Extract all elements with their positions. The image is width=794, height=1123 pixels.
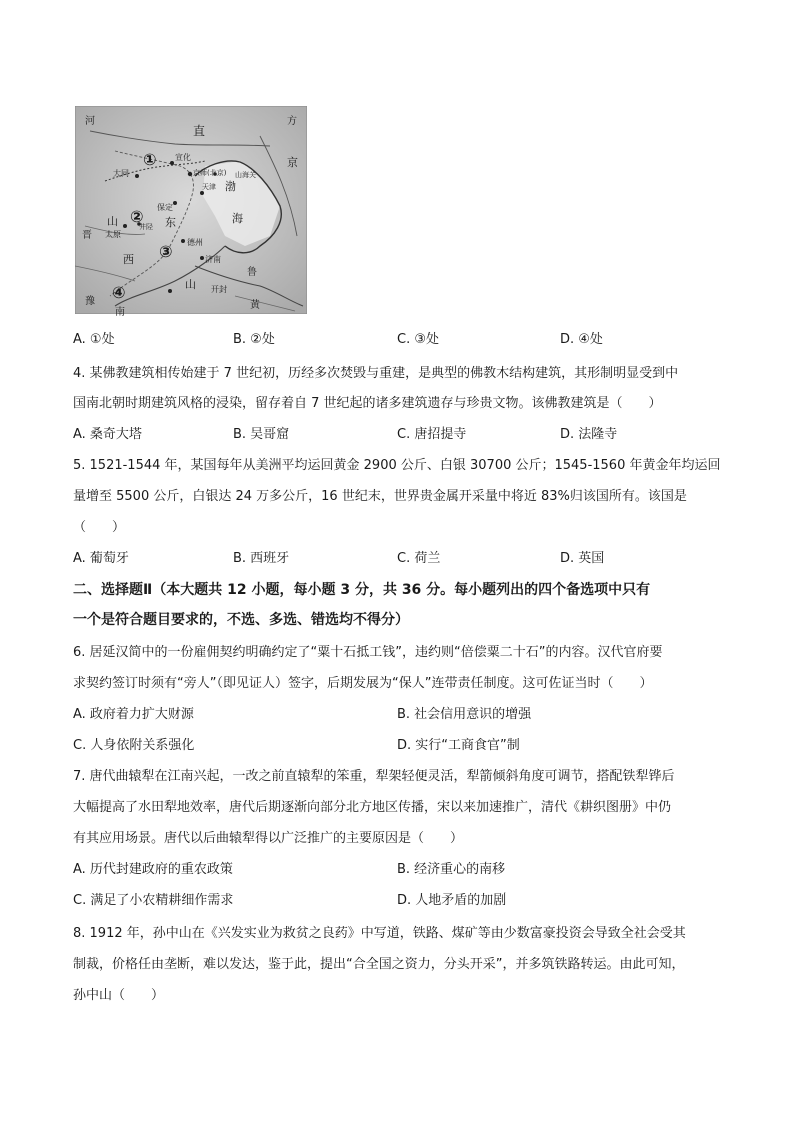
- section-2-heading-line-2: 一个是符合题目要求的，不选、多选、错选均不得分）: [73, 612, 409, 628]
- map-marker-3: ③: [159, 242, 173, 261]
- q8-stem-line-1: 8. 1912 年，孙中山在《兴发实业为救贫之良药》中写道，铁路、煤矿等由少数富豪投资会导致全社会受其: [73, 926, 686, 941]
- q4-stem-line-1: 4. 某佛教建筑相传始建于 7 世纪初，历经多次焚毁与重建，是典型的佛教木结构建筑，其形制明显受到中: [73, 366, 679, 381]
- historical-map-figure: [75, 106, 307, 318]
- q4-option-a[interactable]: A. 桑奇大塔: [73, 427, 142, 442]
- map-label-huanghe: 黄: [250, 300, 260, 311]
- map-marker-4: ④: [112, 283, 126, 302]
- q3-option-c[interactable]: C. ③处: [397, 332, 439, 347]
- map-label-jinan: 济南: [205, 255, 221, 264]
- q5-stem-line-2: 量增至 5500 公斤，白银达 24 万多公斤，16 世纪末，世界贵金属开采量中将近 83%归该国所有。该国是: [73, 489, 687, 504]
- q6-option-d[interactable]: D. 实行“工商食官”制: [397, 738, 520, 753]
- q7-stem-line-3: 有其应用场景。唐代以后曲辕犁得以广泛推广的主要原因是（ ）: [73, 831, 464, 846]
- section-2-heading-line-1: 二、选择题Ⅱ（本大题共 12 小题，每小题 3 分，共 36 分。每小题列出的四个备选项中只有: [73, 582, 651, 598]
- map-label-xi: 西: [123, 253, 134, 266]
- q3-option-b[interactable]: B. ②处: [233, 332, 275, 347]
- map-label-yu: 豫: [85, 296, 95, 307]
- q7-stem-line-1: 7. 唐代曲辕犁在江南兴起，一改之前直辕犁的笨重，犁架轻便灵活，犁箭倾斜角度可调节，搭配铁犁铧后: [73, 769, 675, 784]
- map-label-shan: 山: [107, 215, 118, 228]
- map-label-datong: 大同: [113, 169, 129, 178]
- q7-option-b[interactable]: B. 经济重心的南移: [397, 862, 506, 877]
- q6-option-a[interactable]: A. 政府着力扩大财源: [73, 707, 194, 722]
- map-label-he: 河: [85, 116, 95, 127]
- q7-stem-line-2: 大幅提高了水田犁地效率，唐代后期逐渐向部分北方地区传播，宋以来加速推广，清代《耕织图册》中仍: [73, 800, 672, 815]
- q3-option-a[interactable]: A. ①处: [73, 332, 115, 347]
- map-label-kaifeng: 开封: [211, 285, 227, 294]
- map-label-xuanhua: 宣化: [175, 153, 191, 162]
- map-label-jing: 京: [287, 156, 298, 169]
- q5-option-a[interactable]: A. 葡萄牙: [73, 551, 129, 566]
- map-label-jingxing: 井陉: [139, 223, 153, 231]
- q4-option-c[interactable]: C. 唐招提寺: [397, 427, 467, 442]
- q4-option-d[interactable]: D. 法隆寺: [560, 427, 618, 442]
- q7-option-c[interactable]: C. 满足了小农精耕细作需求: [73, 893, 234, 908]
- map-label-bo: 渤: [225, 180, 236, 193]
- q6-option-b[interactable]: B. 社会信用意识的增强: [397, 707, 532, 722]
- map-label-jin: 晋: [82, 230, 92, 241]
- q7-option-d[interactable]: D. 人地矛盾的加剧: [397, 893, 507, 908]
- q8-stem-line-3: 孙中山（ ）: [73, 988, 165, 1003]
- map-label-shanhaiguan: 山海关: [235, 171, 256, 179]
- q5-stem-line-1: 5. 1521-1544 年，某国每年从美洲平均运回黄金 2900 公斤、白银 30700 公斤；1545-1560 年黄金年均运回: [73, 458, 721, 473]
- map-label-shan2: 山: [185, 278, 196, 291]
- map-label-jingshi: 京师(北京): [193, 169, 227, 177]
- q6-stem-line-1: 6. 居延汉简中的一份雇佣契约明确约定了“粟十石抵工钱”，违约则“倍偿粟二十石”的内容。汉代官府要: [73, 645, 663, 660]
- map-label-taiyuan: 太原: [105, 230, 121, 239]
- map-label-dezhou: 德州: [187, 238, 203, 247]
- q5-option-b[interactable]: B. 西班牙: [233, 551, 290, 566]
- q5-stem-line-3: （ ）: [73, 520, 126, 535]
- q3-option-d[interactable]: D. ④处: [560, 332, 603, 347]
- map-label-baoding: 保定: [157, 203, 173, 212]
- map-label-hai: 海: [232, 212, 243, 225]
- q6-stem-line-2: 求契约签订时须有“旁人”（即见证人）签字，后期发展为“保人”连带责任制度。这可佐证当时（ ）: [73, 676, 653, 691]
- q7-option-a[interactable]: A. 历代封建政府的重农政策: [73, 862, 233, 877]
- map-label-nan: 南: [115, 307, 125, 318]
- map-label-zhi: 直: [193, 124, 206, 138]
- q4-stem-line-2: 国南北朝时期建筑风格的浸染，留存着自 7 世纪起的诸多建筑遗存与珍贵文物。该佛教建筑是（ ）: [73, 396, 662, 411]
- map-marker-2: ②: [130, 207, 144, 226]
- q6-option-c[interactable]: C. 人身依附关系强化: [73, 738, 195, 753]
- q5-option-d[interactable]: D. 英国: [560, 551, 605, 566]
- map-marker-1: ①: [143, 150, 157, 169]
- map-label-dong: 东: [165, 216, 176, 229]
- q4-option-b[interactable]: B. 吴哥窟: [233, 427, 290, 442]
- q8-stem-line-2: 制裁，价格任由垄断，难以发达，鉴于此，提出“合全国之资力，分头开采”，并多筑铁路转运。由此可知，: [73, 957, 685, 972]
- q5-option-c[interactable]: C. 荷兰: [397, 551, 441, 566]
- map-label-lu: 鲁: [247, 267, 257, 278]
- map-label-fang: 方: [287, 116, 297, 127]
- map-label-tianjin: 天津: [202, 183, 216, 191]
